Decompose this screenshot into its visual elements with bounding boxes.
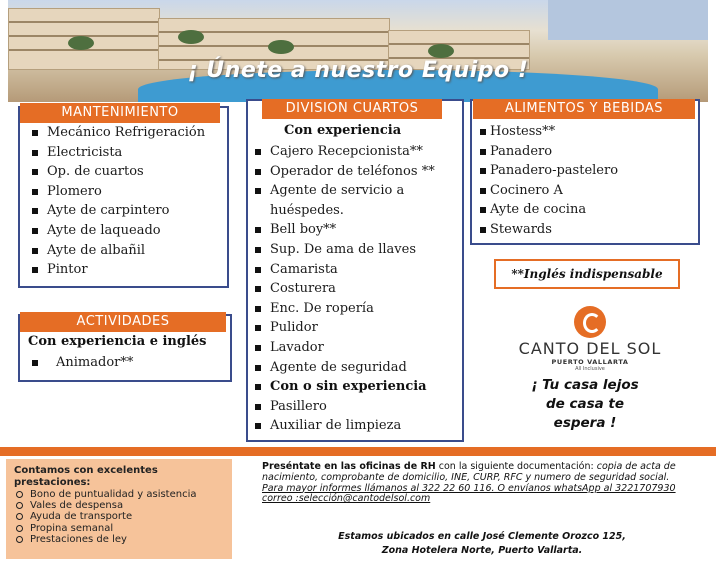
info-lead-2: con la siguiente documentación: — [435, 461, 594, 472]
slogan — [500, 376, 670, 433]
list-item: Prestaciones de ley — [14, 534, 232, 545]
list-item: huéspedes. — [270, 202, 344, 218]
list-item: Auxiliar de limpieza — [255, 416, 435, 436]
cuartos-subheading: Con experiencia — [284, 123, 402, 138]
address — [262, 530, 702, 558]
benefits-box — [6, 459, 232, 559]
list-item: Stewards — [480, 220, 618, 240]
list-item: Ayte de albañil — [32, 241, 205, 261]
actividades-list — [32, 353, 133, 373]
application-info — [262, 462, 702, 505]
list-item: Ayte de laqueado — [32, 221, 205, 241]
actividades-heading: ACTIVIDADES — [20, 312, 226, 332]
list-item: Sup. De ama de llaves — [255, 240, 435, 260]
benefits-list — [6, 489, 232, 545]
address-line: Zona Hotelera Norte, Puerto Vallarta. — [381, 545, 583, 556]
list-item: Ayte de cocina — [480, 200, 618, 220]
list-item: Electricista — [32, 143, 205, 163]
info-docs: copia de acta de nacimiento, comprobante de domicilio, INE, CURP, RFC y numero de seguridad social. — [262, 461, 676, 483]
slogan-line: ¡ Tu casa lejos — [531, 377, 639, 393]
address-line: Estamos ubicados en calle José Clemente Orozco 125, — [338, 531, 626, 542]
logo-tagline: All Inclusive — [575, 366, 605, 372]
alimentos-heading: ALIMENTOS Y BEBIDAS — [473, 99, 695, 119]
list-item: Costurera — [255, 279, 435, 299]
slogan-line: espera ! — [553, 415, 617, 431]
list-item: Camarista — [255, 260, 435, 280]
list-item: Ayuda de transporte — [14, 511, 232, 522]
list-item: Agente de servicio a — [255, 181, 435, 201]
list-item: Op. de cuartos — [32, 162, 205, 182]
info-lead: Preséntate en las oficinas de RH — [262, 461, 436, 472]
list-item: Animador** — [32, 353, 133, 373]
list-item: Pulidor — [255, 318, 435, 338]
mantenimiento-list — [32, 123, 205, 280]
mantenimiento-heading: MANTENIMIENTO — [20, 103, 220, 123]
list-item: Lavador — [255, 338, 435, 358]
list-item: Agente de seguridad — [255, 358, 435, 378]
list-item: Operador de teléfonos ** — [255, 162, 435, 182]
canto-del-sol-logo — [500, 306, 680, 372]
logo-name: CANTO DEL SOL — [518, 339, 662, 358]
list-item: Panadero — [480, 142, 618, 162]
list-item — [255, 377, 435, 397]
alimentos-list — [480, 122, 618, 240]
orange-divider — [0, 447, 716, 456]
list-item: Cajero Recepcionista** — [255, 142, 435, 162]
logo-location: PUERTO VALLARTA — [551, 358, 629, 366]
list-item: Hostess** — [480, 122, 618, 142]
hero-title: ¡ Únete a nuestro Equipo ! — [187, 58, 529, 83]
benefits-title: Contamos con excelentes prestaciones: — [14, 465, 158, 488]
list-item: Pintor — [32, 260, 205, 280]
hero-banner — [8, 0, 708, 102]
sky — [548, 0, 708, 40]
english-required-callout: **Inglés indispensable — [494, 259, 680, 289]
cuartos-list — [255, 142, 435, 436]
list-item: Vales de despensa — [14, 500, 232, 511]
list-item: Enc. De ropería — [255, 299, 435, 319]
actividades-subheading: Con experiencia e inglés — [28, 334, 207, 349]
list-item: Panadero-pastelero — [480, 161, 618, 181]
list-item: Mecánico Refrigeración — [32, 123, 205, 143]
list-item: Ayte de carpintero — [32, 201, 205, 221]
cuartos-heading: DIVISION CUARTOS — [262, 99, 442, 119]
slogan-line: de casa te — [545, 396, 625, 412]
list-item: Bono de puntualidad y asistencia — [14, 489, 232, 500]
list-item: Propina semanal — [14, 523, 232, 534]
list-item: Cocinero A — [480, 181, 618, 201]
list-item: Bell boy** — [255, 220, 435, 240]
info-contact: Para mayor informes llámanos al 322 22 60 116. O envíanos whatsApp al 3221707930 correo :selección@cantodelsol.com — [262, 482, 676, 505]
cuartos-subheading-2: Con o sin experiencia — [270, 379, 427, 395]
list-item: Plomero — [32, 182, 205, 202]
logo-mark-icon — [574, 306, 606, 338]
list-item: Pasillero — [255, 397, 435, 417]
